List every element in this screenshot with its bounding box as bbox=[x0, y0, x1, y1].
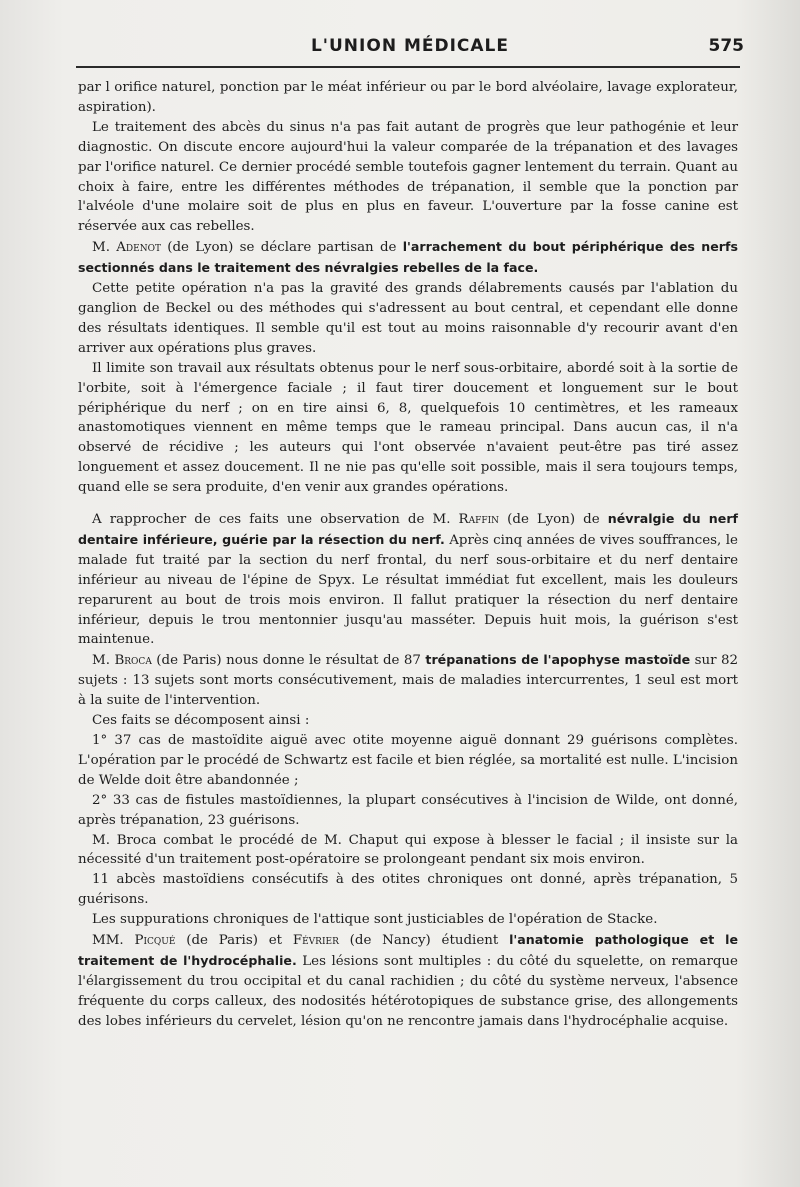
text-run: (de Lyon) se déclare partisan de bbox=[160, 240, 403, 256]
text-run: Cette petite opération n'a pas la gravité des grands délabrements causés par l'ablation du ganglion de Beckel ou des méthodes qui s'adressent au bout central, et cependant elle donne des résultats identiques. Il semble qu'il est tout au moins raisonnable d'y recourir avant d'en arriver aux opérations plus graves. bbox=[78, 281, 738, 356]
running-title: L'UNION MÉDICALE bbox=[310, 36, 510, 56]
paragraph bbox=[78, 791, 738, 831]
text-run: Les lésions sont multiples : du côté du squelette, on remarque l'élargissement du trou occipital et du canal rachidien ; du côté du système nerveux, l'absence fréquente du corps calleux, des nodosités hétérotopiques de substance grise, des allongements des lobes inférieurs du cervelet, lésion qu'on ne rencontre jamais dans l'hydrocéphalie acquise. bbox=[78, 953, 738, 1029]
paragraph bbox=[78, 831, 738, 871]
author-name: Picqué bbox=[134, 933, 176, 949]
text-run: 2° 33 cas de fistules mastoïdiennes, la plupart consécutives à l'incision de Wilde, ont donné, après trépanation, 23 guérisons. bbox=[78, 792, 738, 828]
text-run: sur 82 sujets : 13 sujets sont morts consécutivement, mais de maladies intercurrentes, 1 seul est mort à la suite de l'intervention. bbox=[78, 653, 739, 709]
page-number: 575 bbox=[708, 36, 744, 56]
emphasized-text: trépanations de l'apophyse mastoïde bbox=[425, 652, 691, 668]
text-run: par l orifice naturel, ponction par le méat inférieur ou par le bord alvéolaire, lavage explorateur, aspiration). bbox=[78, 80, 738, 115]
text-run: (de Paris) nous donne le résultat de 87 bbox=[151, 653, 426, 669]
emphasized-text: l'anatomie pathologique et le traitement de l'hydrocéphalie. bbox=[78, 932, 738, 968]
text-run: Il limite son travail aux résultats obtenus pour le nerf sous-orbitaire, abordé soit à la sortie de l'orbite, soit à l'émergence faciale ; il faut tirer doucement et longuement sur le bout périphérique du nerf ; on en tire ainsi 6, 8, quelquefois 10 centimètres, et les rameaux anastomotiques viennent en même temps que le rameau principal. Dans aucun cas, il n'a observé de récidive ; les auteurs qui l'ont observée n'avaient peut-être pas tiré assez longuement et assez doucement. Il ne nie pas qu'elle soit possible, mais il sera toujours temps, quand elle se sera produite, d'en venir aux grandes opérations. bbox=[78, 360, 738, 496]
text-run: Ces faits se décomposent ainsi : bbox=[92, 713, 310, 729]
paragraph bbox=[78, 118, 738, 237]
text-run: Le traitement des abcès du sinus n'a pas fait autant de progrès que leur pathogénie et leur diagnostic. On discute encore aujourd'hui la valeur comparée de la trépanation et des lavages par l'orifice naturel. Ce dernier procédé semble toutefois gagner lentement du terrain. Quant au choix à faire, entre les différentes méthodes de trépanation, il semble que la ponction par l'alvéole d'une molaire soit de plus en plus en faveur. L'ouverture par la fosse canine est réservée aux cas rebelles. bbox=[78, 119, 738, 235]
paragraph bbox=[78, 930, 738, 1032]
paragraph bbox=[78, 870, 738, 910]
author-name: Raffin bbox=[458, 512, 500, 528]
paragraph bbox=[78, 731, 738, 791]
header-rule bbox=[76, 66, 740, 68]
author-name: Adenot bbox=[116, 240, 161, 256]
text-run: (de Paris) et bbox=[175, 933, 293, 949]
text-run: 1° 37 cas de mastoïdite aiguë avec otite moyenne aiguë donnant 29 guérisons complètes. L'opération par le procédé de Schwartz est facile et bien réglée, sa mortalité est nulle. L'incision de Welde doit être abandonnée ; bbox=[78, 733, 738, 788]
paragraph bbox=[78, 711, 738, 731]
author-name: Broca bbox=[114, 653, 152, 669]
emphasized-text: l'arrachement du bout périphérique des nerfs sectionnés dans le traitement des névralgies rebelles de la face. bbox=[78, 239, 738, 276]
paragraph bbox=[78, 78, 738, 118]
text-run: Les suppurations chroniques de l'attique sont justiciables de l'opération de Stacke. bbox=[92, 912, 658, 928]
paragraph bbox=[78, 279, 738, 359]
paragraph bbox=[78, 359, 738, 498]
paragraph bbox=[78, 910, 738, 930]
emphasized-text: névralgie du nerf dentaire inférieure, guérie par la résection du nerf. bbox=[78, 511, 739, 547]
text-run: M. bbox=[92, 240, 117, 256]
text-run: 11 abcès mastoïdiens consécutifs à des otites chroniques ont donné, après trépanation, 5 guérisons. bbox=[78, 872, 738, 908]
text-run: M. bbox=[92, 653, 115, 669]
paragraph bbox=[78, 650, 738, 711]
text-run: A rapprocher de ces faits une observation de M. bbox=[92, 512, 459, 528]
text-run: M. Broca combat le procédé de M. Chaput qui expose à blesser le facial ; il insiste sur la nécessité d'un traitement post-opératoire se prolongeant pendant six mois environ. bbox=[78, 832, 738, 868]
paragraph bbox=[78, 237, 738, 279]
text-run: (de Lyon) de bbox=[499, 512, 608, 528]
article-body bbox=[78, 78, 738, 1032]
text-run: MM. bbox=[92, 933, 135, 949]
text-run: Après cinq années de vives souffrances, le malade fut traité par la section du nerf frontal, du nerf sous-orbitaire et du nerf dentaire inférieur au niveau de l'épine de Spyx. Le résultat immédiat fut excellent, mais les douleurs reparurent au bout de trois mois environ. Il fallut pratiquer la résection du nerf dentaire inférieur, depuis le trou mentonnier jusqu'au masséter. Depuis huit mois, la guérison s'est maintenue. bbox=[78, 532, 738, 648]
page-header bbox=[76, 36, 744, 62]
paragraph bbox=[78, 509, 738, 650]
author-name: Février bbox=[292, 933, 339, 949]
text-run: (de Nancy) étudient bbox=[338, 933, 510, 949]
